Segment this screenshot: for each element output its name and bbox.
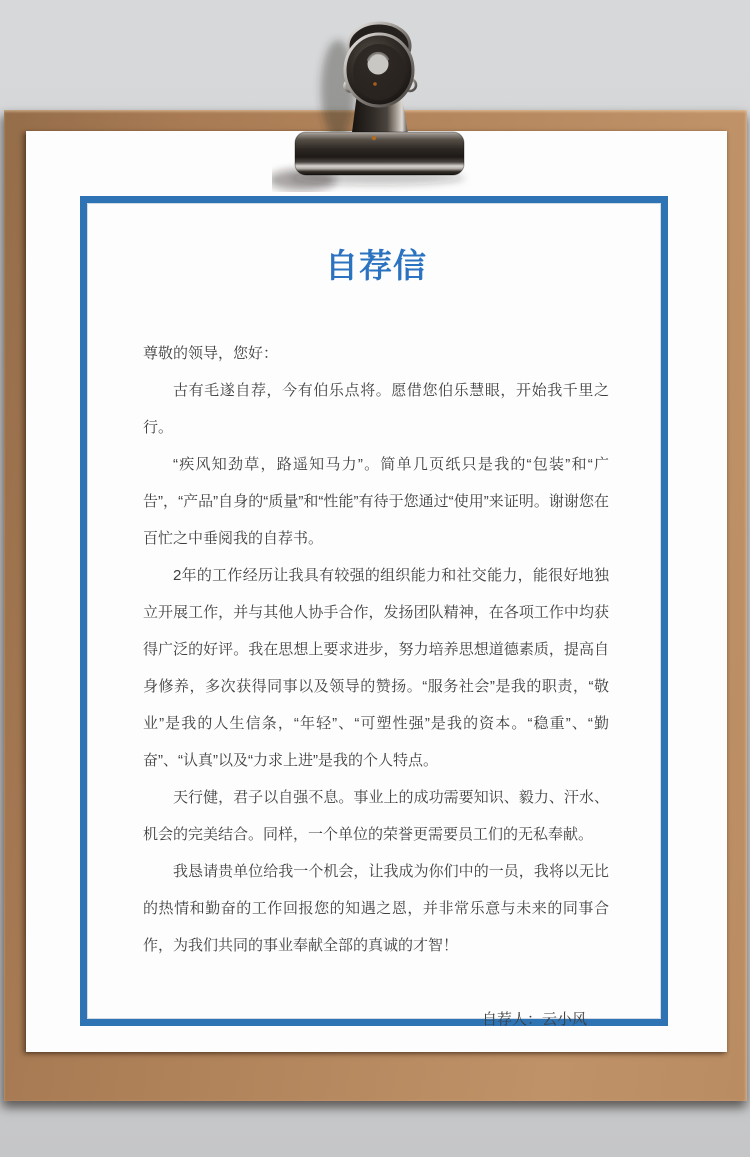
letter-paragraph: 天行健，君子以自强不息。事业上的成功需要知识、毅力、汗水、机会的完美结合。同样，一个单位的荣誉更需要员工们的无私奉献。 bbox=[143, 789, 609, 843]
letter-content bbox=[87, 203, 661, 1028]
page-border-frame bbox=[80, 196, 668, 1026]
letter-salutation: 尊敬的领导，您好： bbox=[143, 345, 279, 362]
letter-paper bbox=[26, 131, 727, 1052]
letter-signature: 自荐人：云小风 bbox=[481, 1011, 587, 1028]
letter-title: 自荐信 bbox=[325, 247, 427, 284]
letter-paragraph: 古有毛遂自荐，今有伯乐点将。愿借您伯乐慧眼，开始我千里之行。 bbox=[143, 382, 609, 436]
binder-clip-icon bbox=[272, 12, 482, 192]
letter-paragraph: 我恳请贵单位给我一个机会，让我成为你们中的一员，我将以无比的热情和勤奋的工作回报您的知遇之恩，并非常乐意与未来的同事合作，为我们共同的事业奉献全部的真诚的才智！ bbox=[143, 863, 609, 954]
letter-paragraph: “疾风知劲草，路遥知马力”。简单几页纸只是我的“包装”和“广告”，“产品”自身的“质量”和“性能”有待于您通过“使用”来证明。谢谢您在百忙之中垂阅我的自荐书。 bbox=[143, 456, 609, 547]
clipboard-board bbox=[4, 110, 747, 1101]
letter-paragraph: 2年的工作经历让我具有较强的组织能力和社交能力，能很好地独立开展工作，并与其他人协手合作，发扬团队精神，在各项工作中均获得广泛的好评。我在思想上要求进步，努力培养思想道德素质，提高自身修养，多次获得同事以及领导的赞扬。“服务社会”是我的职责，“敬业”是我的人生信条，“年轻”、“可塑性强”是我的资本。“稳重”、“勤奋”、“认真”以及“力求上进”是我的个人特点。 bbox=[143, 567, 609, 769]
